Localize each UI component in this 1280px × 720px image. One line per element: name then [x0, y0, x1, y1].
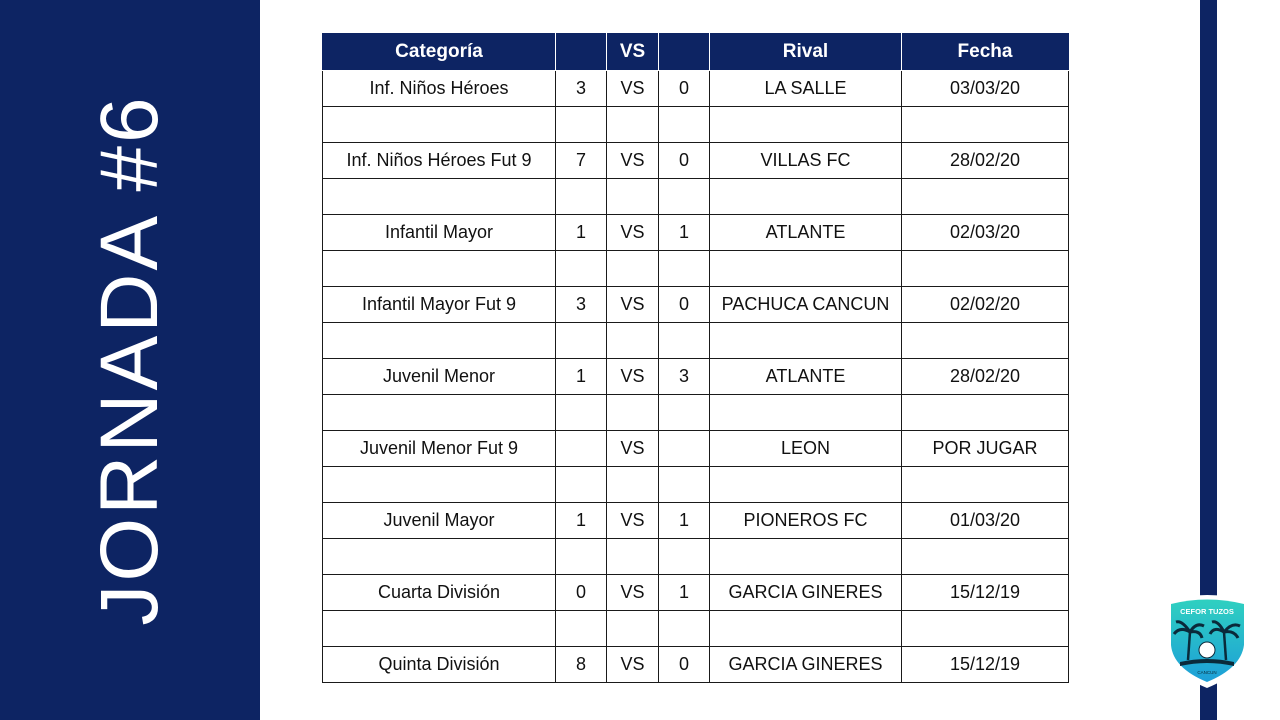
cell-rival: [710, 539, 902, 575]
cell-vs: VS: [607, 359, 659, 395]
cell-rival: [710, 107, 902, 143]
cell-vs: VS: [607, 647, 659, 683]
cell-goles-local: [556, 323, 607, 359]
cell-categoria: [323, 107, 556, 143]
cell-vs: [607, 395, 659, 431]
cell-goles-rival: 0: [659, 647, 710, 683]
cell-categoria: Inf. Niños Héroes: [323, 71, 556, 107]
cell-categoria: [323, 539, 556, 575]
cell-rival: PIONEROS FC: [710, 503, 902, 539]
header-cell-3: [659, 34, 710, 71]
cell-goles-rival: 1: [659, 575, 710, 611]
cell-goles-local: 0: [556, 575, 607, 611]
cell-goles-local: [556, 251, 607, 287]
cell-goles-rival: [659, 179, 710, 215]
cell-vs: VS: [607, 143, 659, 179]
cell-categoria: Juvenil Menor: [323, 359, 556, 395]
cell-rival: [710, 395, 902, 431]
table-row: [323, 395, 1069, 431]
cell-rival: [710, 323, 902, 359]
table-row: [323, 467, 1069, 503]
cell-categoria: [323, 611, 556, 647]
table-row: [323, 287, 1069, 323]
cell-rival: GARCIA GINERES: [710, 575, 902, 611]
cell-goles-rival: 1: [659, 503, 710, 539]
cell-rival: PACHUCA CANCUN: [710, 287, 902, 323]
table-row: [323, 215, 1069, 251]
cell-fecha: [902, 179, 1069, 215]
cell-categoria: [323, 251, 556, 287]
header-cell-2: VS: [607, 34, 659, 71]
cell-rival: ATLANTE: [710, 215, 902, 251]
cell-rival: [710, 467, 902, 503]
table-row: [323, 71, 1069, 107]
cell-goles-rival: [659, 611, 710, 647]
cell-fecha: 15/12/19: [902, 647, 1069, 683]
cell-fecha: [902, 611, 1069, 647]
cell-categoria: [323, 179, 556, 215]
logo-text-bottom: CANCUN: [1197, 670, 1217, 675]
cell-vs: VS: [607, 503, 659, 539]
cell-fecha: [902, 539, 1069, 575]
table-row: [323, 179, 1069, 215]
cell-categoria: [323, 395, 556, 431]
cell-goles-local: [556, 179, 607, 215]
cell-goles-local: [556, 611, 607, 647]
cell-goles-rival: 0: [659, 71, 710, 107]
table-row: [323, 359, 1069, 395]
cell-fecha: POR JUGAR: [902, 431, 1069, 467]
cell-goles-rival: 0: [659, 287, 710, 323]
cell-categoria: Inf. Niños Héroes Fut 9: [323, 143, 556, 179]
title-panel: [0, 0, 260, 720]
cell-vs: [607, 251, 659, 287]
cell-fecha: 02/02/20: [902, 287, 1069, 323]
cell-rival: VILLAS FC: [710, 143, 902, 179]
cell-goles-rival: [659, 395, 710, 431]
header-cell-5: Fecha: [902, 34, 1069, 71]
cell-categoria: [323, 467, 556, 503]
table-row: [323, 611, 1069, 647]
cell-goles-rival: [659, 107, 710, 143]
cell-goles-rival: [659, 251, 710, 287]
cell-vs: VS: [607, 287, 659, 323]
table-row: [323, 431, 1069, 467]
table-row: [323, 107, 1069, 143]
table-row: [323, 251, 1069, 287]
cell-vs: VS: [607, 575, 659, 611]
cell-vs: VS: [607, 215, 659, 251]
cell-fecha: [902, 467, 1069, 503]
results-table: [322, 33, 1069, 683]
cell-categoria: Juvenil Menor Fut 9: [323, 431, 556, 467]
cell-categoria: Infantil Mayor: [323, 215, 556, 251]
cell-categoria: Juvenil Mayor: [323, 503, 556, 539]
cell-goles-local: 3: [556, 287, 607, 323]
cell-goles-rival: [659, 323, 710, 359]
cell-goles-local: [556, 431, 607, 467]
cell-fecha: [902, 251, 1069, 287]
cell-vs: [607, 179, 659, 215]
header-cell-4: Rival: [710, 34, 902, 71]
cell-fecha: 01/03/20: [902, 503, 1069, 539]
table-row: [323, 503, 1069, 539]
club-logo: [1160, 590, 1255, 690]
cell-goles-rival: [659, 467, 710, 503]
cell-goles-local: 3: [556, 71, 607, 107]
table-body: [323, 71, 1069, 683]
cell-fecha: [902, 107, 1069, 143]
cell-goles-local: [556, 539, 607, 575]
cell-vs: VS: [607, 71, 659, 107]
page-title: JORNADA #6: [84, 94, 175, 626]
cell-goles-rival: [659, 431, 710, 467]
table-row: [323, 575, 1069, 611]
cell-fecha: 28/02/20: [902, 143, 1069, 179]
header-cell-1: [556, 34, 607, 71]
cell-goles-local: 7: [556, 143, 607, 179]
cell-rival: [710, 179, 902, 215]
cell-vs: [607, 107, 659, 143]
table-row: [323, 647, 1069, 683]
cell-rival: ATLANTE: [710, 359, 902, 395]
cell-goles-local: 1: [556, 215, 607, 251]
cell-vs: [607, 467, 659, 503]
cell-fecha: [902, 395, 1069, 431]
cell-goles-rival: 0: [659, 143, 710, 179]
cell-goles-local: 1: [556, 503, 607, 539]
cell-categoria: Infantil Mayor Fut 9: [323, 287, 556, 323]
cell-goles-local: 8: [556, 647, 607, 683]
cell-rival: LEON: [710, 431, 902, 467]
cell-vs: [607, 323, 659, 359]
cell-fecha: 28/02/20: [902, 359, 1069, 395]
cell-goles-local: [556, 107, 607, 143]
cell-vs: VS: [607, 431, 659, 467]
cell-fecha: [902, 323, 1069, 359]
cell-goles-rival: [659, 539, 710, 575]
table-row: [323, 143, 1069, 179]
cell-goles-local: 1: [556, 359, 607, 395]
cell-goles-rival: 1: [659, 215, 710, 251]
cell-goles-local: [556, 395, 607, 431]
table-header-row: [323, 34, 1069, 71]
cell-categoria: Quinta División: [323, 647, 556, 683]
cell-fecha: 15/12/19: [902, 575, 1069, 611]
cell-fecha: 02/03/20: [902, 215, 1069, 251]
cell-vs: [607, 539, 659, 575]
cell-rival: [710, 251, 902, 287]
cell-goles-local: [556, 467, 607, 503]
cell-rival: [710, 611, 902, 647]
header-cell-0: Categoría: [323, 34, 556, 71]
cell-rival: LA SALLE: [710, 71, 902, 107]
logo-text-top: CEFOR TUZOS: [1180, 607, 1234, 616]
table-row: [323, 539, 1069, 575]
cell-categoria: [323, 323, 556, 359]
cell-vs: [607, 611, 659, 647]
cell-goles-rival: 3: [659, 359, 710, 395]
cell-categoria: Cuarta División: [323, 575, 556, 611]
cell-fecha: 03/03/20: [902, 71, 1069, 107]
cell-rival: GARCIA GINERES: [710, 647, 902, 683]
table-row: [323, 323, 1069, 359]
